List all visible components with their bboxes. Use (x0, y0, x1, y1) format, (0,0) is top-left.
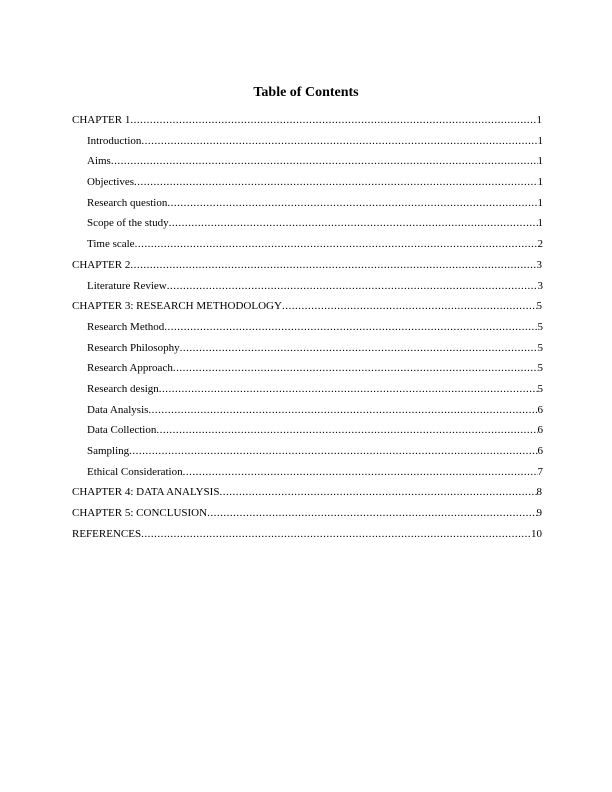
toc-entry-page: 9 (536, 507, 542, 520)
toc-entry-chapter-2[interactable] (72, 257, 542, 278)
toc-entry-page: 5 (537, 382, 543, 395)
toc-entry-page: 5 (536, 300, 542, 313)
toc-entry-introduction[interactable] (87, 133, 543, 154)
toc-entry-page: 1 (537, 176, 543, 189)
dot-leader (156, 422, 537, 438)
toc-entry-label: Aims (87, 155, 111, 168)
toc-entry-label: CHAPTER 3: RESEARCH METHODOLOGY (72, 300, 282, 313)
toc-entry-page: 8 (536, 486, 542, 499)
dot-leader (180, 340, 538, 356)
toc-entry-label: Time scale (87, 238, 135, 251)
dot-leader (167, 195, 537, 211)
toc-entry-aims[interactable] (87, 153, 543, 174)
dot-leader (130, 112, 536, 128)
dot-leader (282, 298, 537, 314)
toc-entry-page: 2 (537, 238, 543, 251)
toc-entry-research-approach[interactable] (87, 360, 543, 381)
dot-leader (148, 402, 537, 418)
toc-entry-scope-of-the-study[interactable] (87, 215, 543, 236)
toc-title: Table of Contents (253, 85, 359, 100)
toc-entry-label: Introduction (87, 134, 142, 147)
toc-entry-label: Research Approach (87, 362, 173, 375)
toc-entry-page: 5 (537, 362, 543, 375)
dot-leader (207, 505, 536, 521)
toc-entry-references[interactable] (72, 526, 542, 547)
toc-entry-page: 1 (537, 134, 543, 147)
dot-leader (135, 236, 538, 252)
toc-entry-label: Sampling (87, 445, 130, 457)
dot-leader (164, 319, 537, 335)
toc-entry-label: Ethical Consideration (87, 465, 183, 478)
toc-entry-page: 1 (537, 155, 543, 168)
dot-leader (173, 360, 538, 376)
toc-entry-time-scale[interactable] (87, 236, 543, 257)
dot-leader (167, 278, 538, 294)
toc-entry-ethical-consideration[interactable] (87, 464, 543, 485)
toc-entry-page: 1 (536, 114, 542, 126)
toc-entry-page: 7 (537, 465, 543, 478)
toc-entry-objectives[interactable] (87, 174, 543, 195)
toc-entry-page: 5 (537, 320, 543, 333)
dot-leader (159, 381, 538, 397)
toc-entry-page: 1 (537, 196, 543, 209)
toc-entry-label: Research Method (87, 320, 165, 333)
toc-entry-label: CHAPTER 2 (72, 258, 131, 271)
toc-entry-label: REFERENCES (72, 527, 142, 540)
toc-entry-label: Research design (87, 382, 159, 395)
toc-entry-label: CHAPTER 5: CONCLUSION (72, 507, 208, 520)
toc-entry-page: 3 (536, 258, 542, 271)
toc-entry-label: CHAPTER 1 (72, 114, 131, 126)
toc-entry-chapter-1[interactable] (72, 112, 542, 133)
dot-leader (134, 174, 537, 190)
toc-entry-page: 6 (537, 403, 543, 416)
toc-entry-page: 10 (531, 527, 542, 540)
toc-entry-label: Scope of the study (87, 217, 169, 230)
toc-entry-page: 3 (537, 279, 543, 292)
dot-leader (141, 526, 531, 542)
toc-entry-page: 6 (537, 445, 543, 457)
dot-leader (141, 133, 537, 149)
toc-entry-page: 6 (537, 424, 543, 437)
toc-entry-page: 5 (537, 341, 543, 354)
toc-entry-literature-review[interactable] (87, 278, 543, 299)
dot-leader (169, 215, 538, 231)
toc-entry-label: CHAPTER 4: DATA ANALYSIS (72, 486, 220, 499)
dot-leader (129, 443, 537, 459)
table-of-contents (72, 112, 542, 546)
toc-entry-chapter-3[interactable] (72, 298, 542, 319)
toc-entry-data-collection[interactable] (87, 422, 543, 443)
toc-entry-research-design[interactable] (87, 381, 543, 402)
toc-entry-label: Research Philosophy (87, 341, 180, 354)
toc-entry-label: Data Collection (87, 424, 157, 437)
toc-entry-chapter-5[interactable] (72, 505, 542, 526)
dot-leader (219, 484, 536, 500)
toc-entry-research-question[interactable] (87, 195, 543, 216)
toc-entry-label: Research question (87, 196, 168, 209)
dot-leader (111, 153, 538, 169)
toc-entry-data-analysis[interactable] (87, 402, 543, 423)
toc-entry-page: 1 (537, 217, 543, 230)
toc-entry-label: Objectives (87, 176, 135, 189)
dot-leader (130, 257, 536, 273)
toc-entry-sampling[interactable] (87, 443, 543, 464)
toc-entry-chapter-4[interactable] (72, 484, 542, 505)
toc-entry-label: Literature Review (87, 279, 167, 292)
toc-entry-research-method[interactable] (87, 319, 543, 340)
dot-leader (183, 464, 538, 480)
toc-entry-label: Data Analysis (87, 403, 149, 416)
toc-entry-research-philosophy[interactable] (87, 340, 543, 361)
